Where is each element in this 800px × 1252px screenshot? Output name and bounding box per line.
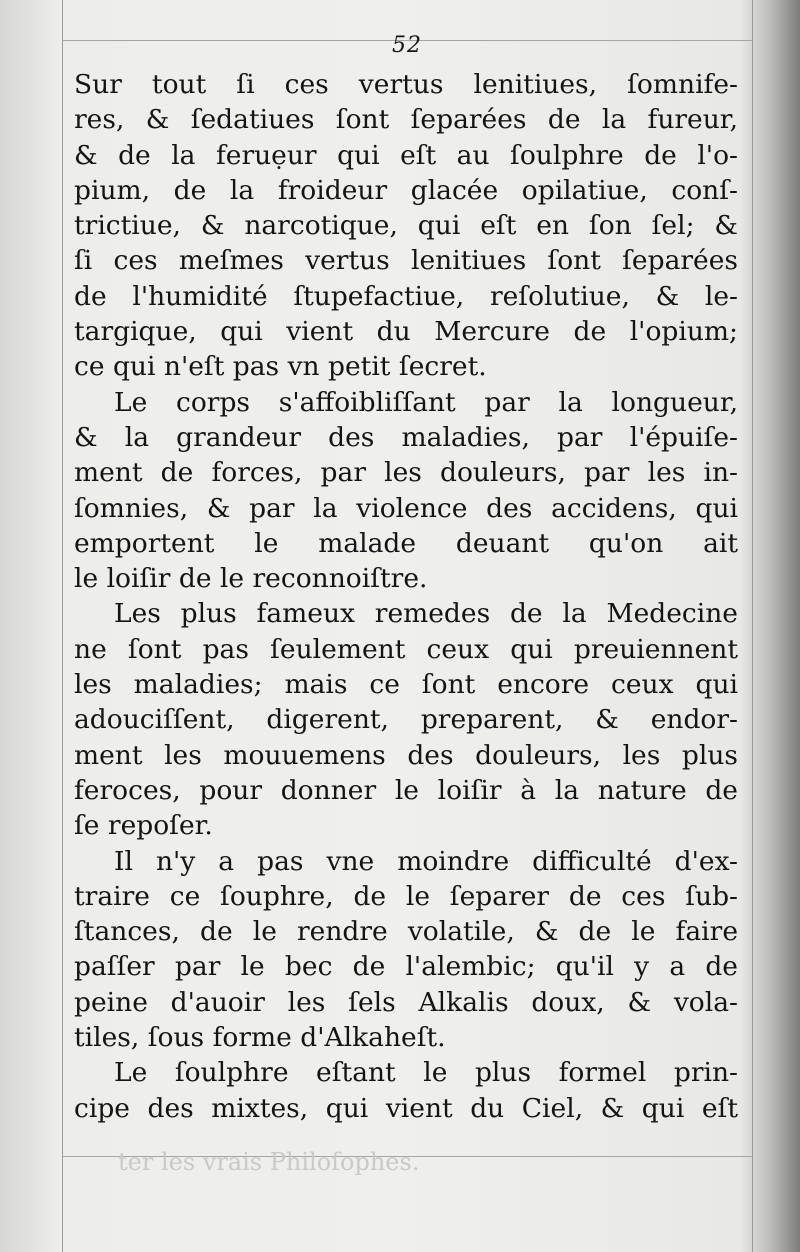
text-line: ment de forces, par les douleurs, par les in- bbox=[74, 457, 738, 489]
text-line: & la grandeur des maladies, par l'épuiſe- bbox=[74, 421, 738, 453]
page-gutter-line-right bbox=[752, 0, 753, 1252]
text-line: les maladies; mais ce ſont encore ceux qui bbox=[74, 669, 738, 701]
text-line: ſtances, de le rendre volatile, & de le faire bbox=[74, 916, 738, 948]
page-gutter-line-left bbox=[62, 0, 63, 1252]
text-line: ſi ces meſmes vertus lenitiues ſont ſeparées bbox=[74, 245, 738, 277]
text-line: pium, de la froideur glacée opilatiue, conſ- bbox=[74, 174, 738, 206]
text-line: trictiue, & narcotique, qui eſt en ſon ſel; & bbox=[74, 210, 738, 242]
page-number: 52 bbox=[392, 33, 422, 58]
paragraph-start-line: Les plus fameux remedes de la Medecine bbox=[114, 598, 738, 630]
text-line: adouciſſent, digerent, preparent, & endor- bbox=[74, 704, 738, 736]
paragraph-start-line: Le corps s'affoibliſſant par la longueur, bbox=[114, 386, 738, 418]
text-line: ce qui n'eſt pas vn petit ſecret. bbox=[74, 351, 487, 383]
text-line: ne ſont pas ſeulement ceux qui preuiennent bbox=[74, 633, 738, 665]
paragraph-start-line: Le ſoulphre eſtant le plus formel prin- bbox=[114, 1057, 738, 1089]
text-line: emportent le malade deuant qu'on ait bbox=[74, 527, 738, 559]
text-line: ſe repoſer. bbox=[74, 810, 213, 842]
text-line: tiles, ſous forme d'Alkaheſt. bbox=[74, 1022, 446, 1054]
bleed-through-text: ter les vrais Philoſophes. bbox=[118, 1148, 420, 1176]
text-line: paſſer par le bec de l'alembic; qu'il y a de bbox=[74, 951, 738, 983]
text-line: Sur tout ſi ces vertus lenitiues, ſomnife- bbox=[74, 69, 738, 100]
text-line: traire ce ſouphre, de le ſeparer de ces ſub- bbox=[74, 880, 738, 912]
text-line: feroces, pour donner le loiſir à la nature de bbox=[74, 774, 738, 806]
text-line: ſomnies, & par la violence des accidens, qui bbox=[74, 492, 738, 524]
paragraph-start-line: Il n'y a pas vne moindre difficulté d'ex- bbox=[114, 845, 738, 877]
text-line: le loiſir de le reconnoiſtre. bbox=[74, 563, 428, 595]
text-line: peine d'auoir les ſels Alkalis doux, & vola- bbox=[74, 986, 738, 1018]
text-line: de l'humidité ſtupefactiue, reſolutiue, & le- bbox=[74, 280, 738, 312]
text-line: targique, qui vient du Mercure de l'opium; bbox=[74, 316, 738, 348]
text-line: res, & ſedatiues ſont ſeparées de la fureur, bbox=[74, 104, 738, 136]
text-line: ment les mouuemens des douleurs, les plus bbox=[74, 739, 738, 771]
body-text bbox=[74, 67, 738, 1126]
text-line: & de la feruẹur qui eſt au ſoulphre de l'o- bbox=[74, 139, 738, 171]
text-line: cipe des mixtes, qui vient du Ciel, & qui eſt bbox=[74, 1092, 738, 1124]
